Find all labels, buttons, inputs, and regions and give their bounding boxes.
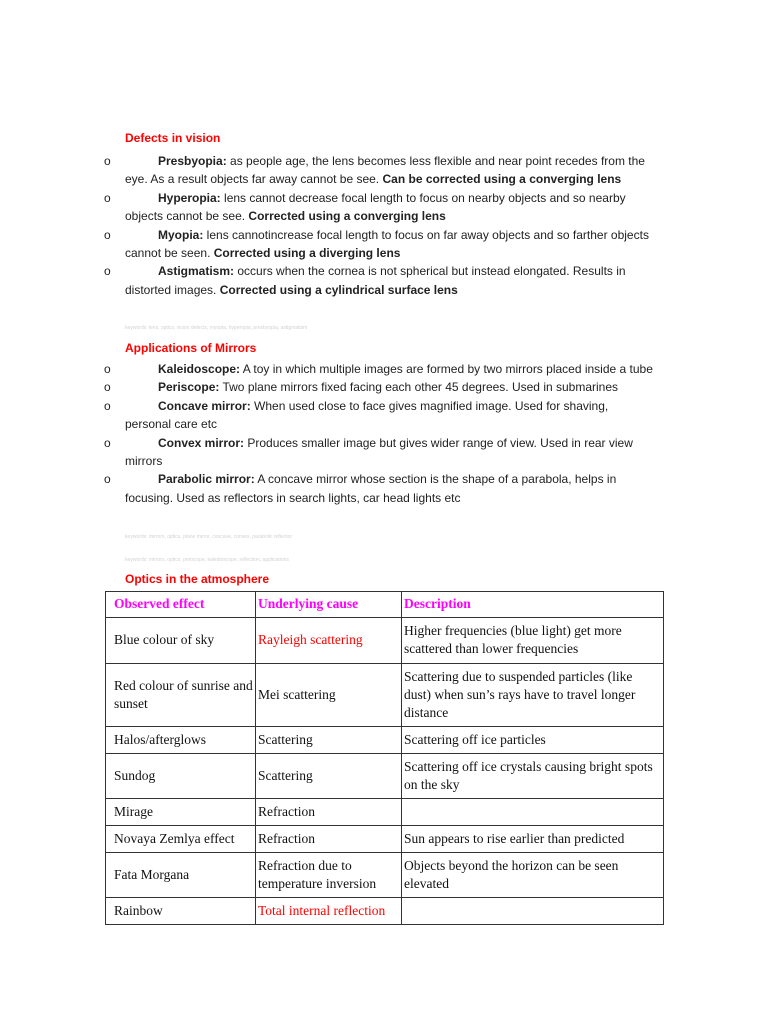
defect-text: as people age, the lens becomes less flexible and near point recedes from the eye. As a result objects far away cannot be see. [125,154,645,187]
description-cell [402,898,664,925]
description-cell: Objects beyond the horizon can be seen elevated [402,853,664,898]
table-row [106,727,664,754]
description-cell: Sun appears to rise earlier than predicted [402,826,664,853]
defect-text: lens cannot decrease focal length to focus on nearby objects and so nearby objects cannot be see. [125,190,626,224]
atmosphere-optics-table [105,591,664,925]
table-row [106,898,664,925]
table-row [106,853,664,898]
effect-cell: Red colour of sunrise and sunset [106,664,256,727]
mirror-text: A concave mirror whose section is the shape of a parabola, helps in focusing. Used as reflectors in search lights, car head lights etc [125,472,617,505]
mirrors-heading: Applications of Mirrors [125,341,257,355]
column-header-underlying-cause: Underlying cause [256,592,402,618]
cause-cell: Scattering [256,727,402,754]
mirror-text: Two plane mirrors fixed facing each other 45 degrees. Used in submarines [219,380,619,395]
defects-list [0,152,768,299]
defect-correction: Corrected using a diverging lens [213,246,401,261]
cause-cell: Refraction [256,826,402,853]
mirror-text: Produces smaller image but gives wider range of view. Used in rear view mirrors [125,435,633,469]
description-cell: Scattering off ice particles [402,727,664,754]
cause-cell: Refraction [256,799,402,826]
bullet-marker: o [104,380,111,395]
column-header-observed-effect: Observed effect [106,592,256,618]
defect-correction: Can be corrected using a converging lens [382,172,622,187]
cause-cell: Total internal reflection [256,898,402,925]
effect-cell: Sundog [106,754,256,799]
bullet-marker: o [104,227,111,242]
bullet-marker: o [104,154,111,168]
list-item [0,397,768,434]
mirror-term: Parabolic mirror: [158,472,255,487]
cause-cell: Refraction due to temperature inversion [256,853,402,898]
description-cell: Scattering off ice crystals causing bright spots on the sky [402,754,664,799]
defect-term: Presbyopia: [158,154,227,168]
list-item [0,226,768,263]
description-cell: Higher frequencies (blue light) get more scattered than lower frequencies [402,618,664,664]
faint-keywords-note: keywords: lens, optics, vision defects, myopia, hyperopia, presbyopia, astigmatism [125,325,308,331]
description-cell: Scattering due to suspended particles (like dust) when sun’s rays have to travel longer distance [402,664,664,727]
defect-term: Hyperopia: [158,190,221,205]
mirror-term: Concave mirror: [158,398,251,413]
description-cell [402,799,664,826]
effect-cell: Mirage [106,799,256,826]
column-header-description: Description [402,592,664,618]
atmosphere-heading: Optics in the atmosphere [125,572,270,586]
list-item [0,434,768,471]
list-item [0,360,768,378]
list-item [0,470,768,507]
mirror-term: Kaleidoscope: [158,362,241,376]
cause-cell: Scattering [256,754,402,799]
bullet-marker: o [104,435,111,450]
defects-heading: Defects in vision [125,131,221,145]
bullet-marker: o [104,264,111,279]
list-item [0,152,768,189]
effect-cell: Halos/afterglows [106,727,256,754]
defect-text: lens cannotincrease focal length to focus on far away objects and so farther objects cannot be seen. [125,227,649,261]
defect-correction: Corrected using a cylindrical surface lens [219,282,458,297]
mirror-term: Convex mirror: [158,435,245,450]
defect-term: Astigmatism: [158,264,235,279]
effect-cell: Rainbow [106,898,256,925]
table-header-row [106,592,664,618]
effect-cell: Fata Morgana [106,853,256,898]
bullet-marker: o [104,190,111,205]
defect-term: Myopia: [158,227,204,242]
cause-cell: Mei scattering [256,664,402,727]
mirror-text: When used close to face gives magnified image. Used for shaving, personal care etc [125,398,609,432]
effect-cell: Blue colour of sky [106,618,256,664]
table-row [106,799,664,826]
list-item [0,378,768,396]
defect-text: occurs when the cornea is not spherical but instead elongated. Results in distorted images. [125,264,626,297]
effect-cell: Novaya Zemlya effect [106,826,256,853]
table-row [106,618,664,664]
table-row [106,754,664,799]
table-row [106,826,664,853]
faint-keywords-note: keywords: mirrors, optics, plane mirror, concave, convex, parabolic reflector [125,534,293,540]
list-item [0,189,768,226]
defect-correction: Corrected using a converging lens [248,209,446,224]
mirror-text: A toy in which multiple images are formed by two mirrors placed inside a tube [240,362,653,376]
bullet-marker: o [104,362,111,376]
list-item [0,262,768,299]
cause-cell: Rayleigh scattering [256,618,402,664]
faint-keywords-note: keywords: mirrors, optics, periscope, kaleidoscope, reflection, applications [125,557,289,563]
bullet-marker: o [104,472,111,487]
mirrors-list [0,360,768,507]
table-row [106,664,664,727]
mirror-term: Periscope: [158,380,220,395]
bullet-marker: o [104,398,111,413]
